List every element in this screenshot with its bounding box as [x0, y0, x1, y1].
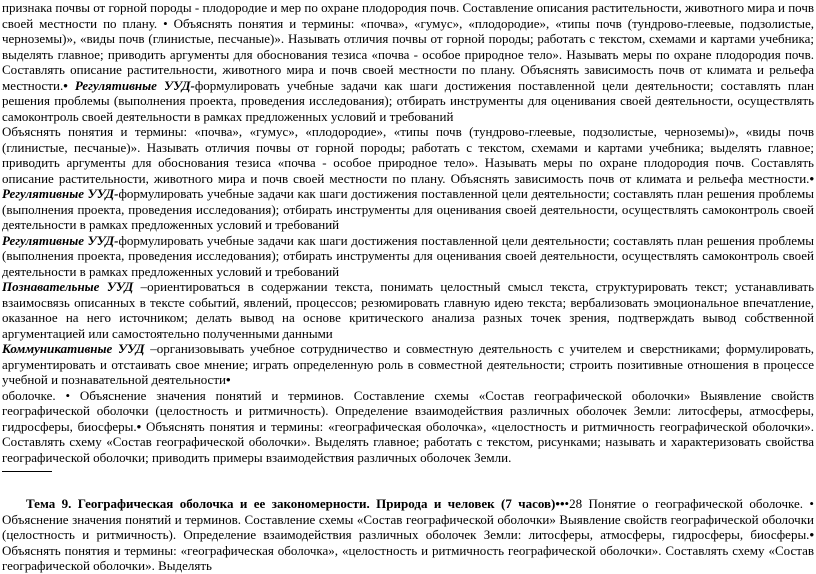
bullet-icon: • [225, 372, 231, 387]
text: формулировать учебные задачи как шаги достижения поставленной цели деятельности; составлять план решения проблемы (выполнения проекта, проведения исследования); отбирать инструменты для оценивания своей деятельности, осуществлять самоконтроль своей деятельности в рамках предложенных условий и требований [2, 186, 814, 232]
text: оболочке. • Объяснение значения понятий и терминов. Составление схемы «Состав географической оболочки» Выявление свойств географической оболочки (целостность и ритмичность). Определение взаимодействия различных оболочек Земли: литосферы, атмосферы, гидросферы, биосферы. [2, 387, 814, 434]
bullet-icon: •• [555, 496, 565, 511]
topic-title: Тема 9. Географическая оболочка и ее закономерности. Природа и человек (7 часов) [26, 496, 556, 511]
lesson-number: 28 [569, 496, 583, 511]
paragraph-topic-9 [2, 496, 814, 574]
spacer [2, 472, 814, 496]
bullet-icon: • [809, 527, 814, 542]
text: Понятие о географической оболочке. • Объяснение значения понятий и терминов. Составление схемы «Состав географической оболочки» Выявление свойств географической оболочки (целостность и ритмичность). Определение взаимодействия различных оболочек Земли: литосферы, атмосферы, гидросферы, биосферы. [2, 496, 814, 542]
label-regulative: Регулятивные УУД- [2, 232, 119, 248]
label-regulative: Регулятивные УУД- [2, 186, 119, 201]
text: формулировать учебные задачи как шаги достижения поставленной цели деятельности; составлять план решения проблемы (выполнения проекта, проведения исследования); отбирать инструменты для оценивания своей деятельности, осуществлять самоконтроль своей деятельности в рамках предложенных условий и требований [2, 77, 814, 124]
text: –ориентироваться в содержании текста, понимать целостный смысл текста, структурировать текст; устанавливать взаимосвязь описанных в тексте событий, явлений, процессов; резюмировать главную идею текста; вербализовать эмоциональное впечатление, оказанное на него источником; делать вывод на основе критического анализа разных точек зрения, подтверждать вывод собственной аргументацией или самостоятельно полученными данными [2, 279, 815, 341]
text: Объяснять понятия и термины: «географическая оболочка», «целостность и ритмичность географической оболочки». Составлять схему «Состав географической оболочки». Выделять главное; работать с текстом, рисунками; называть и характеризовать свойства географической оболочки; приводить примеры взаимодействия различных оболочек Земли. [2, 418, 814, 465]
paragraph-communicative [2, 341, 814, 388]
text: Объяснять понятия и термины: «географическая оболочка», «целостность и ритмичность географической оболочки». Составлять схему «Состав географической оболочки». Выделять [2, 542, 814, 573]
paragraph-regulative [2, 233, 814, 280]
label-cognitive: Познавательные УУД [2, 279, 134, 294]
bullet-icon: • [63, 77, 68, 93]
label-regulative: Регулятивные УУД- [67, 77, 195, 93]
paragraph-soil-2 [2, 124, 814, 233]
paragraph-geo-shell [2, 388, 814, 466]
text: признака почвы от горной породы - плодородие и мер по охране плодородия почв. Составление описания растительности, животного мира и почв своей местности по плану. [2, 0, 814, 31]
text: –организовывать учебное сотрудничество и совместную деятельность с учителем и сверстниками; формулировать, аргументировать и отстаивать свое мнение; играть определенную роль в совместной деятельности; строить позитивные отношения в процессе учебной и познавательной деятельности [2, 341, 814, 387]
bullet-icon: • [564, 496, 570, 511]
text: Объяснять понятия и термины: «почва», «гумус», «плодородие», «типы почв (тундрово-глеевые, подзолистые, черноземы)», «виды почв (глинистые, песчаные)». Называть отличия почвы от горной породы; работать с текстом, схемами и картами учебника; выделять главное; приводить аргументы для обоснования тезиса «почва - особое природное тело». Называть меры по охране плодородия почв. Составлять описание растительности, животного мира и почв своей местности по плану. Объяснять зависимость почв от климата и рельефа местности. [2, 124, 814, 186]
text: • Объяснять понятия и термины: «почва», «гумус», «плодородие», «типы почв (тундрово-глеевые, подзолистые, черноземы)», «виды почв (глинистые, песчаные)». Называть отличия почвы от горной породы; работать с текстом, схемами и картами учебника; выделять главное; приводить аргументы для обоснования тезиса «почва - особое природное тело». Называть меры по охране плодородия почв. Составлять описание растительности, животного мира и почв своей местности по плану. Объяснять зависимость почв от климата и рельефа местности. [2, 15, 815, 93]
bullet-icon: • [136, 418, 142, 434]
label-communicative: Коммуникативные УУД [2, 341, 145, 356]
paragraph-soil-1 [2, 0, 814, 124]
bullet-icon: • [809, 170, 814, 186]
text: формулировать учебные задачи как шаги достижения поставленной цели деятельности; составлять план решения проблемы (выполнения проекта, проведения исследования); отбирать инструменты для оценивания своей деятельности, осуществлять самоконтроль своей деятельности в рамках предложенных условий и требований [2, 232, 814, 279]
paragraph-cognitive [2, 279, 814, 341]
